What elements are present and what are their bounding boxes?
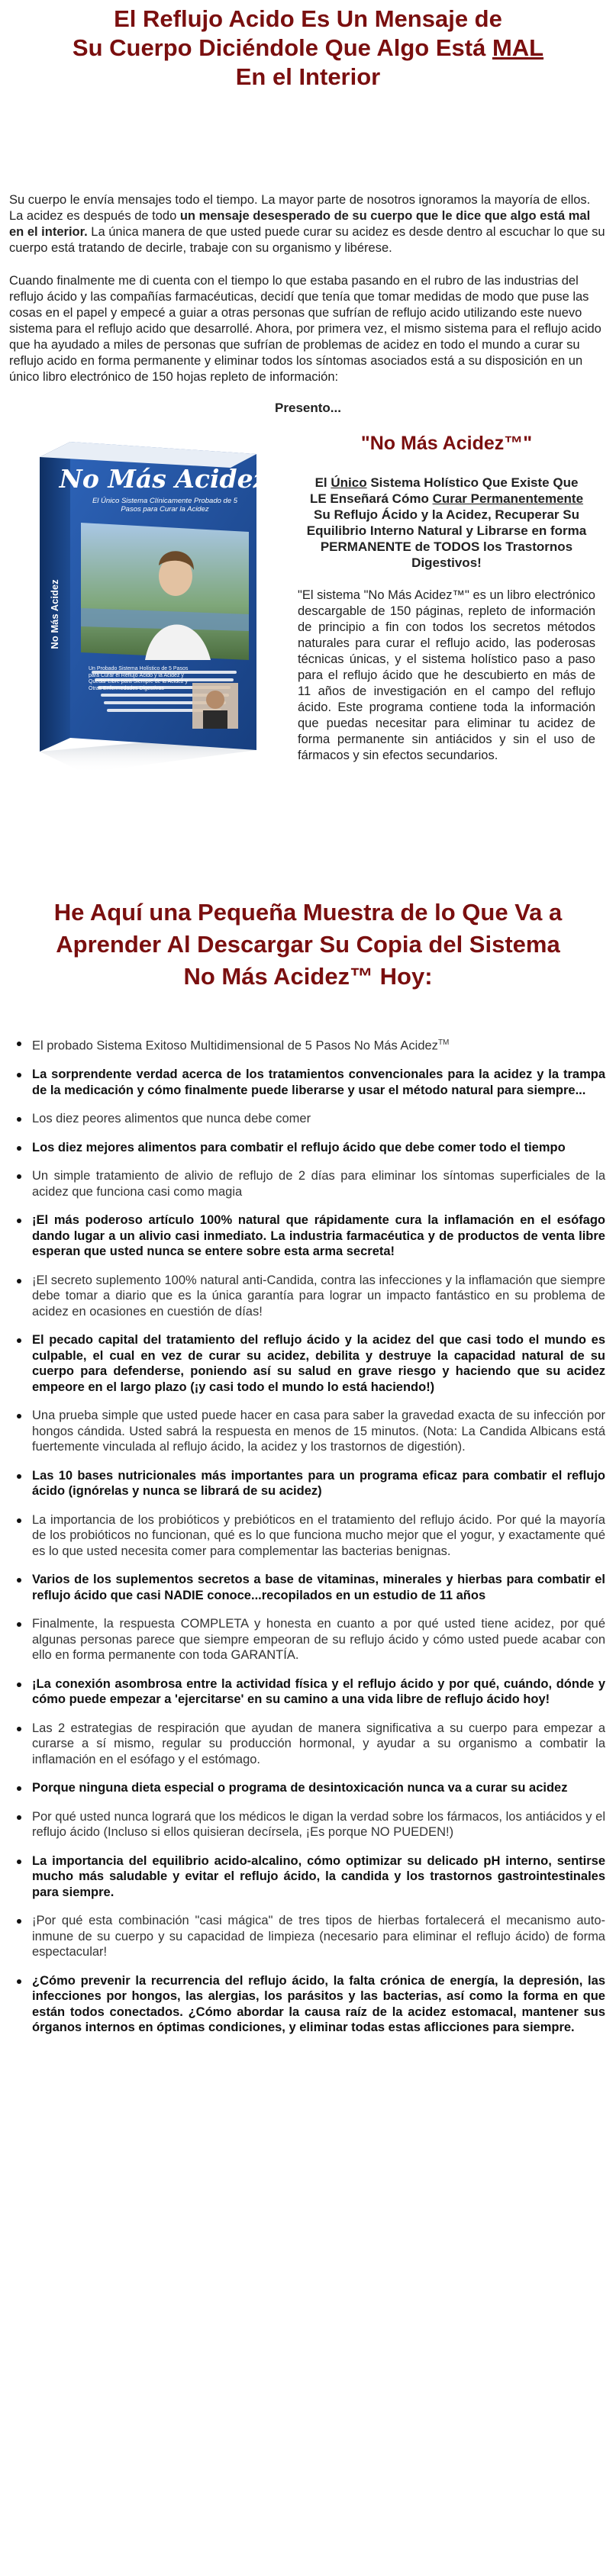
trademark-mark: TM xyxy=(437,1038,450,1047)
benefit-item xyxy=(32,1168,605,1199)
benefit-item xyxy=(32,1468,605,1499)
headline-emphasis-mal: MAL xyxy=(492,34,544,61)
benefit-item xyxy=(32,1913,605,1960)
benefit-text: Las 2 estrategias de respiración que ayudan de manera significativa a su cuerpo para empezar a curarse a sí mismo, regular su producción hormonal, y ayudar a su organismo a combatir la inflamación en el esófago y el estómago. xyxy=(32,1721,605,1766)
benefit-text: La sorprendente verdad acerca de los tratamientos convencionales para la acidez y la trampa de la medicación y cómo finalmente puede liberarse y usar el método natural para siempre... xyxy=(32,1067,605,1097)
product-body-text: "El sistema "No Más Acidez™" es un libro electrónico descargable de 150 páginas, repleto de información de principio a fin con todos los secretos métodos naturales para curar el reflujo acido, las poderosas técnicas únicas, y el sistema holístico paso a paso para el reflujo ácido que he descubierto en más de 11 años de investigación en el campo del reflujo ácido. Este programa contiene toda la información que puedas necesitar para eliminar tu acidez de forma permanente sin antiácidos y sin el uso de fármacos y sin efectos secundarios. xyxy=(298,588,595,762)
benefit-text: Los diez mejores alimentos para combatir el reflujo ácido que debe comer todo el tiempo xyxy=(32,1140,566,1154)
benefit-item xyxy=(32,1780,605,1796)
intro-p1-text-c: La única manera de que usted puede curar su acidez es desde dentro al escuchar lo que su cuerpo está tratando de decirle, trabaje con su organismo y libérese. xyxy=(9,225,605,255)
benefit-text: ¡La conexión asombrosa entre la actividad física y el reflujo ácido y por qué, cuándo, dónde y cómo puede empezar a 'ejercitarse' en su camino a una vida libre de reflujo ácido hoy! xyxy=(32,1676,605,1706)
intro-paragraph-2: Cuando finalmente me di cuenta con el tiempo lo que estaba pasando en el rubro de las industrias del reflujo ácido y las compañías farmacéuticas, decidí que tenía que tomar medidas de modo que puse las cosas en el papel y empecé a guiar a otras personas que sufrían de reflujo acido utilizando este nuevo sistema para el reflujo acido que desarrollé. Ahora, por primera vez, el mismo sistema para el reflujo acido que ha ayudado a miles de personas que sufrían de problemas de acidez en todo el mundo a curar su reflujo acido en forma permanente y eliminar todos los síntomas asociados está a su disposición en un único libro electrónico de 150 hojas repleto de información: xyxy=(9,274,601,384)
benefit-item xyxy=(32,1273,605,1320)
product-description xyxy=(290,431,603,764)
headline-line-1: El Reflujo Acido Es Un Mensaje de xyxy=(114,5,502,32)
benefit-text: Los diez peores alimentos que nunca debe comer xyxy=(32,1112,311,1125)
benefit-text: Por qué usted nunca logrará que los médicos le digan la verdad sobre los fármacos, los antiácidos y el reflujo ácido (Incluso si ellos quisieran decírsela, ¡Es porque NO PUEDEN!) xyxy=(32,1809,605,1839)
benefit-text: Un simple tratamiento de alivio de reflujo de 2 días para eliminar los síntomas superficiales de la acidez que funciona casi como magia xyxy=(32,1169,605,1199)
product-subtitle-c: Su Reflujo Ácido y la Acidez, Recuperar Su Equilibrio Interno Natural y Librarse en forma PERMANENTE de TODOS los Trastornos Digestivos! xyxy=(306,507,587,570)
headline-line-2 xyxy=(15,34,601,63)
benefit-item xyxy=(32,1408,605,1455)
benefit-text: Porque ninguna dieta especial o programa de desintoxicación nunca va a curar su acidez xyxy=(32,1781,568,1795)
benefit-text: ¡Por qué esta combinación "casi mágica" de tres tipos de hierbas fortalecerá el mecanismo auto-inmune de su cuerpo y su capacidad de limpieza (necesario para eliminar el reflujo ácido) de forma espectacular! xyxy=(32,1914,605,1959)
presento-label: Presento... xyxy=(275,401,341,415)
benefit-text: El probado Sistema Exitoso Multidimensional de 5 Pasos No Más Acidez xyxy=(32,1038,438,1053)
benefit-text: ¿Cómo prevenir la recurrencia del reflujo ácido, la falta crónica de energía, la depresión, las infecciones por hongos, las alergias, los parásitos y las bacterias, así como la forma en que están todos conectados. ¿Cómo abordar la causa raíz de la acidez estomacal, mantener sus órganos internos en óptimas condiciones, y eliminar todas estas aflicciones para siempre. xyxy=(32,1973,605,2034)
benefit-item xyxy=(32,1332,605,1395)
product-subtitle xyxy=(305,475,588,571)
headline-line-3: En el Interior xyxy=(235,63,381,90)
ebook-cover-image xyxy=(31,431,267,782)
benefit-text: Varios de los suplementos secretos a base de vitaminas, minerales y hierbas para combatir el reflujo ácido que casi NADIE conoce...recopilados en un estudio de 11 años xyxy=(32,1573,605,1602)
benefit-text: El pecado capital del tratamiento del reflujo ácido y la acidez del que casi todo el mundo es culpable, el cual en vez de curar su acidez, debilita y destruye la capacidad natural de su cuerpo para defenderse, poniendo así su salud en grave riesgo y haciendo que su acidez empeore en el largo plazo (¡y casi todo el mundo lo está haciendo!) xyxy=(32,1333,605,1394)
product-title: "No Más Acidez™" xyxy=(360,433,533,454)
benefit-text: ¡El secreto suplemento 100% natural anti-Candida, contra las infecciones y la inflamación que siempre debe tomar a diario que es la única garantía para lograr un impacto fantástico en su problema de acidez en ocasiones en cuestión de días! xyxy=(32,1273,605,1319)
intro-p1-bold: un mensaje desesperado de su cuerpo que le dice que algo está mal en el interior. xyxy=(9,209,591,239)
benefit-item xyxy=(32,1067,605,1098)
benefit-item xyxy=(32,1035,605,1054)
ebook-cover-subtitle: El Único Sistema Clínicamente Probado de 5 Pasos para Curar la Acidez xyxy=(92,497,238,514)
benefit-item xyxy=(32,1212,605,1260)
benefit-text: ¡El más poderoso artículo 100% natural que rápidamente cura la inflamación en el esófago dando lugar a un alivio casi inmediato. La industria farmacéutica y de productos de venta libre esperan que usted nunca se entere sobre esta arma secreta! xyxy=(32,1213,605,1258)
benefit-item xyxy=(32,1853,605,1901)
sales-page xyxy=(0,5,616,2064)
benefit-text: La importancia del equilibrio acido-alcalino, cómo optimizar su delicado pH interno, sentirse mucho más saludable y evitar el reflujo ácido, la candida y los trastornos gastrointestinales para siempre. xyxy=(32,1853,605,1899)
product-subtitle-curar: Curar Permanentemente xyxy=(432,491,584,506)
benefit-text: Finalmente, la respuesta COMPLETA y honesta en cuanto a por qué usted tiene acidez, por qué algunas personas parece que siempre empeoran de su reflujo ácido y cómo usted puede acabar con ello en forma permanente con toda GARANTÍA. xyxy=(32,1617,605,1662)
benefits-headline: He Aquí una Pequeña Muestra de lo Que Va a Aprender Al Descargar Su Copia del Sistema No Más Acidez™ Hoy: xyxy=(53,899,563,990)
benefit-text: Las 10 bases nutricionales más importantes para un programa eficaz para combatir el reflujo ácido (ignórelas y nunca se librará de su acidez) xyxy=(32,1468,605,1498)
benefit-text: La importancia de los probióticos y prebióticos en el tratamiento del reflujo ácido. Por qué la mayoría de los probióticos no funcionan, qué es lo que funciona mucho mejor que el yogur, y exactamente qué es lo que usted necesita comer para complementar las bacterias benignas. xyxy=(32,1512,605,1558)
benefit-item xyxy=(32,1809,605,1840)
main-headline xyxy=(15,5,601,92)
intro-p1-text-a: Su cuerpo le envía mensajes todo el tiempo. La mayor parte de nosotros ignoramos la mayoría de ellos. La acidez es después de todo xyxy=(9,193,591,223)
benefit-item xyxy=(32,1512,605,1560)
benefit-item xyxy=(32,1676,605,1708)
ebook-cover-title: No Más Acidez xyxy=(59,464,267,494)
benefit-item xyxy=(32,1572,605,1603)
benefit-item xyxy=(32,1616,605,1663)
product-subtitle-unico: Único xyxy=(331,475,367,490)
benefits-list xyxy=(9,1035,605,2036)
headline-line-2-text: Su Cuerpo Diciéndole Que Algo Está xyxy=(72,34,492,61)
benefit-item xyxy=(32,1973,605,2036)
benefit-item xyxy=(32,1140,605,1156)
benefit-item xyxy=(32,1721,605,1768)
product-subtitle-b: Sistema Holístico Que Existe Que LE Enseñará Cómo xyxy=(309,475,579,506)
benefit-text: Una prueba simple que usted puede hacer en casa para saber la gravedad exacta de su infección por hongos cándida. Usted sabrá la respuesta en menos de 15 minutos. (Nota: La Candida Albicans está fuertemente vinculada al reflujo ácido, la acidez y los trastornos de digestión). xyxy=(32,1409,605,1454)
ebook-cover-graphic xyxy=(31,431,267,782)
product-subtitle-a: El xyxy=(314,475,331,490)
intro-paragraph-1 xyxy=(9,192,607,256)
product-section xyxy=(0,431,616,858)
ebook-spine-title: No Más Acidez xyxy=(49,579,60,649)
benefit-item xyxy=(32,1111,605,1127)
ebook-cover-blurb: Un Probado Sistema Holístico de 5 Pasos para Curar el Reflujo Ácido y la Acidez y Quedar Libre para Siempre de la Acidez y Otras Enfermedades Digestivas xyxy=(89,666,189,691)
